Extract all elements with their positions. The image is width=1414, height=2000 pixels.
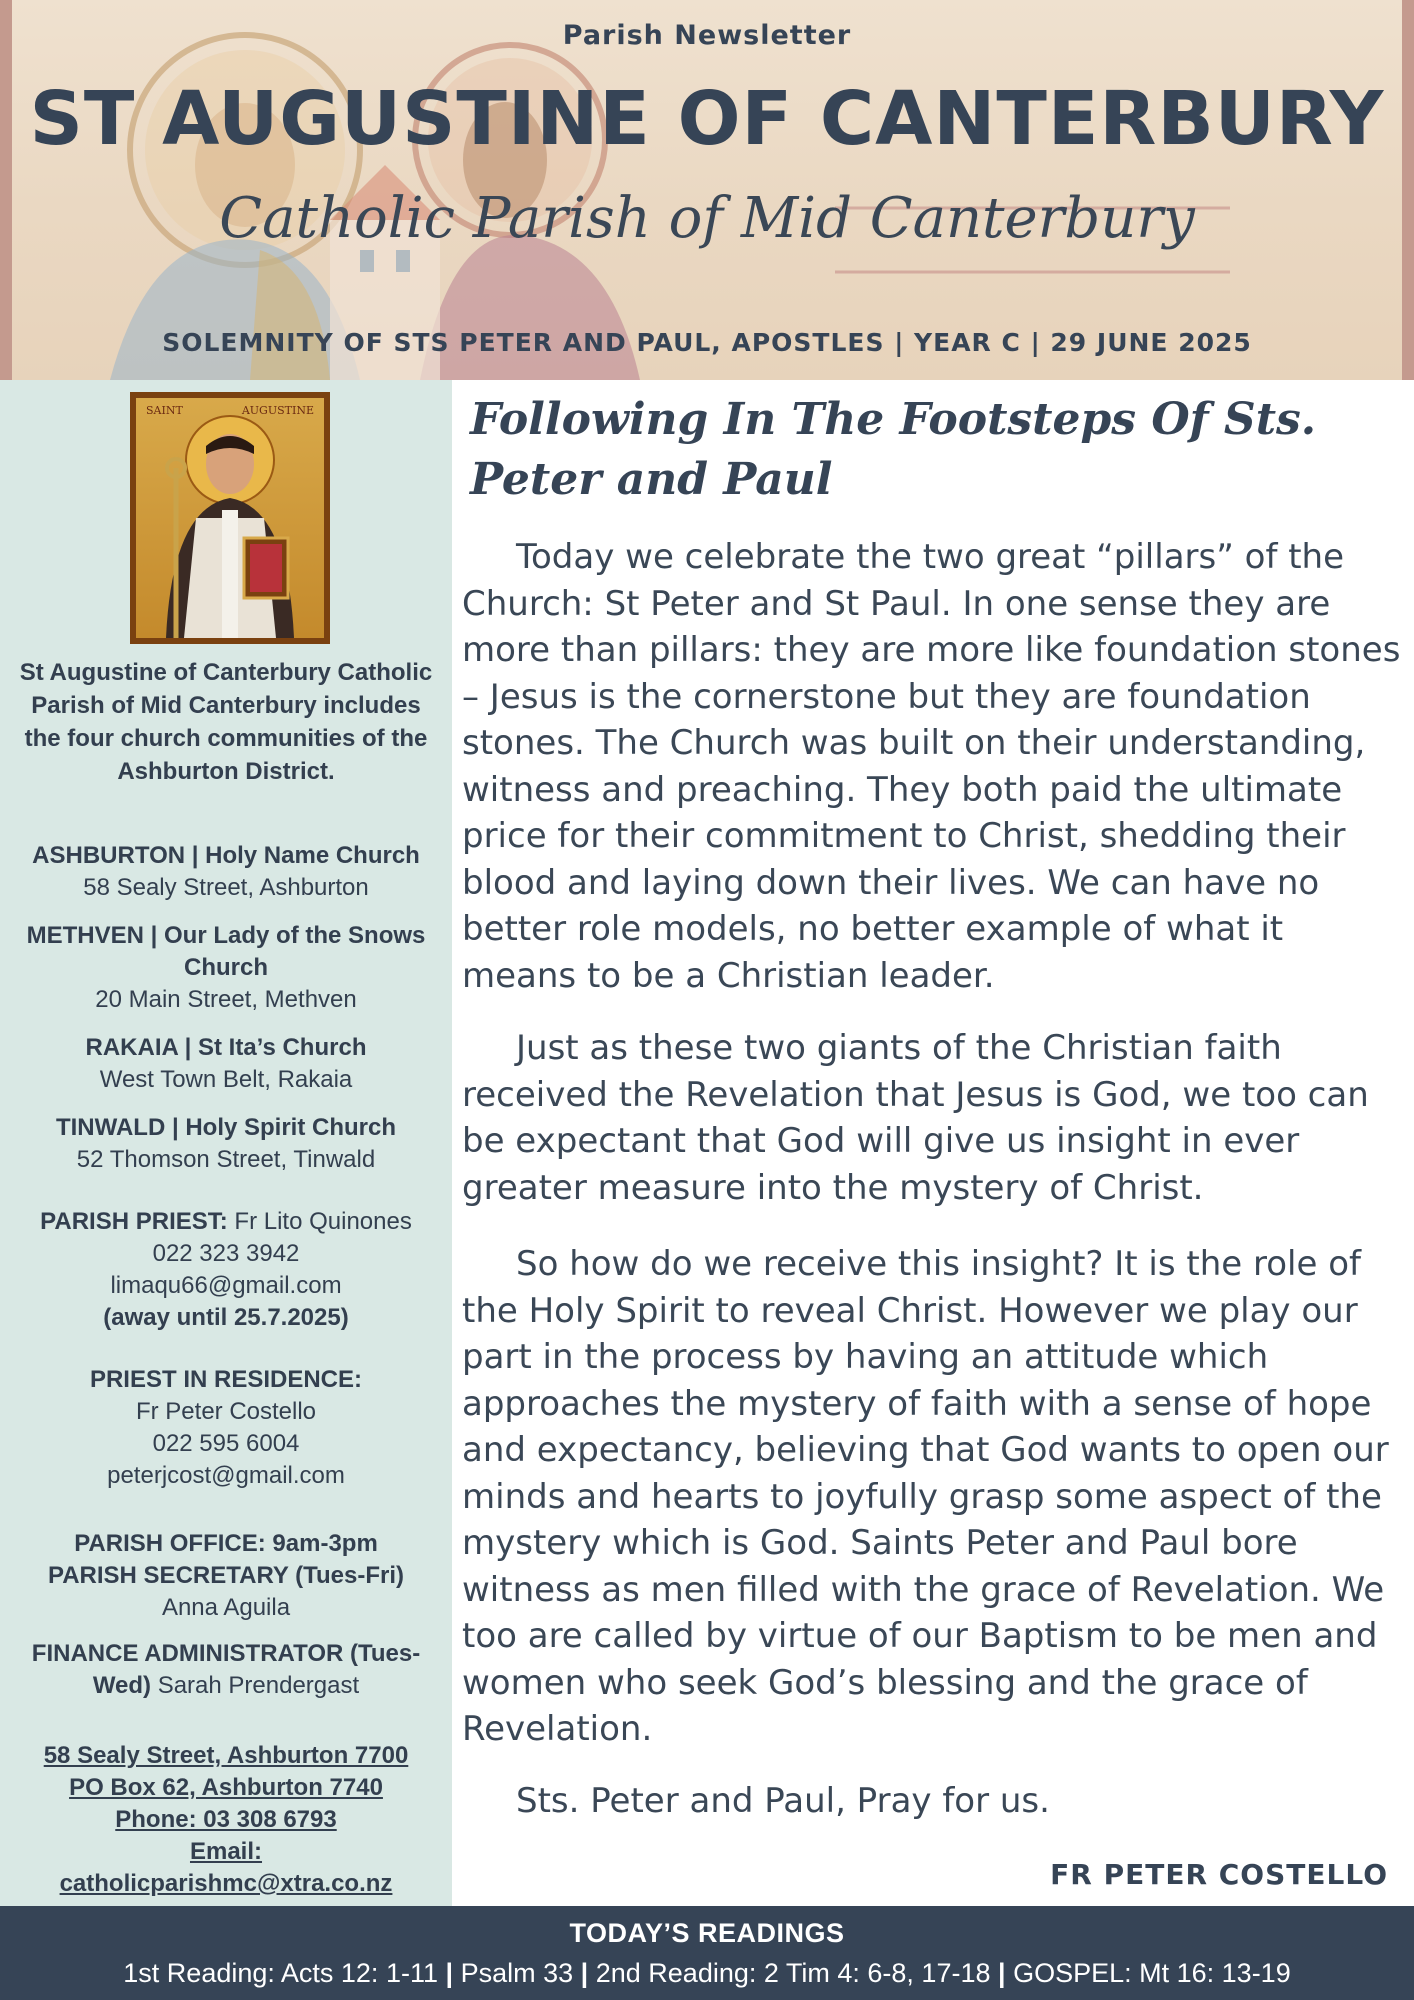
parish-priest-label: PARISH PRIEST: bbox=[40, 1208, 228, 1235]
article-paragraph: Just as these two giants of the Christian faith received the Revelation that Jesus is God, we too can be expectant that God will give us insight in ever greater measure into the mystery of Christ. bbox=[462, 1028, 1369, 1208]
residence-label: PRIEST IN RESIDENCE: bbox=[89, 1366, 363, 1393]
reading-item: 1st Reading: Acts 12: 1-11 bbox=[123, 1958, 438, 1988]
contact-po-box: PO Box 62, Ashburton 7740 bbox=[69, 1774, 383, 1801]
portrait-label-right: AUGUSTINE bbox=[241, 404, 314, 417]
parish-intro: St Augustine of Canterbury Catholic Parish of Mid Canterbury includes the four church communities of the Ashburton District. bbox=[19, 659, 433, 785]
finance-name: Sarah Prendergast bbox=[157, 1672, 360, 1699]
todays-readings-bar bbox=[0, 1906, 1414, 2000]
church-address: West Town Belt, Rakaia bbox=[99, 1066, 353, 1093]
contact-email-link[interactable]: catholicparishmc@xtra.co.nz bbox=[59, 1870, 393, 1897]
parish-office-block bbox=[6, 1528, 446, 1624]
article-column bbox=[452, 380, 1414, 1906]
article-signature: FR PETER COSTELLO bbox=[1050, 1858, 1388, 1891]
residence-phone: 022 595 6004 bbox=[152, 1430, 300, 1457]
reading-item: Psalm 33 bbox=[460, 1958, 574, 1988]
church-tinwald bbox=[6, 1112, 446, 1176]
secretary-name: Anna Aguila bbox=[161, 1594, 291, 1621]
reading-item: GOSPEL: Mt 16: 13-19 bbox=[1013, 1958, 1291, 1988]
saint-augustine-icon bbox=[130, 392, 330, 644]
church-name: RAKAIA | St Ita’s Church bbox=[85, 1034, 367, 1061]
parish-contact-block bbox=[6, 1740, 446, 1900]
parish-priest-note: (away until 25.7.2025) bbox=[103, 1304, 349, 1331]
secretary-label: PARISH SECRETARY (Tues-Fri) bbox=[47, 1562, 405, 1589]
saint-figure-icon bbox=[136, 398, 324, 638]
readings-list bbox=[0, 1958, 1414, 1989]
portrait-label-left: SAINT bbox=[146, 404, 183, 417]
article-paragraph: Today we celebrate the two great “pillars” of the Church: St Peter and St Paul. In one sense they are more than pillars: they are more like foundation stones – Jesus is the cornerstone but they are foundation stones. The Church was built on their understanding, witness and preaching. They both paid the ultimate price for their commitment to Christ, shedding their blood and laying down their lives. We can have no better role models, no better example of what it means to be a Christian leader. bbox=[462, 537, 1401, 996]
liturgical-dateline: SOLEMNITY OF STS PETER AND PAUL, APOSTLES | YEAR C | 29 JUNE 2025 bbox=[162, 328, 1252, 357]
church-address: 58 Sealy Street, Ashburton bbox=[83, 874, 369, 901]
contact-email-label: Email: bbox=[189, 1838, 263, 1865]
parish-info-sidebar bbox=[0, 380, 452, 1906]
parish-subtitle: Catholic Parish of Mid Canterbury bbox=[219, 186, 1195, 251]
contact-street: 58 Sealy Street, Ashburton 7700 bbox=[43, 1742, 409, 1769]
finance-block bbox=[16, 1638, 436, 1702]
parish-priest-phone: 022 323 3942 bbox=[152, 1240, 300, 1267]
residence-name: Fr Peter Costello bbox=[135, 1398, 317, 1425]
parish-title: ST AUGUSTINE OF CANTERBURY bbox=[29, 76, 1385, 162]
church-rakaia bbox=[6, 1032, 446, 1096]
church-name: METHVEN | Our Lady of the Snows Church bbox=[26, 922, 426, 981]
church-address: 20 Main Street, Methven bbox=[95, 986, 357, 1013]
reading-separator: | bbox=[998, 1958, 1006, 1988]
church-methven bbox=[6, 920, 446, 1016]
newsletter-kicker: Parish Newsletter bbox=[562, 20, 852, 51]
article-paragraph: So how do we receive this insight? It is the role of the Holy Spirit to reveal Christ. However we play our part in the process by having an attitude which approaches the mystery of faith with a sense of hope and expectancy, believing that God wants to open our minds and hearts to joyfully grasp some aspect of the mystery which is God. Saints Peter and Paul bore witness as men filled with the grace of Revelation. We too are called by virtue of our Baptism to be men and women who seek God’s blessing and the grace of Revelation. bbox=[462, 1244, 1389, 1749]
finance-label: FINANCE ADMINISTRATOR (Tues-Wed) bbox=[31, 1640, 421, 1699]
church-ashburton bbox=[6, 840, 446, 904]
reading-item: 2nd Reading: 2 Tim 4: 6-8, 17-18 bbox=[595, 1958, 991, 1988]
residence-email: peterjcost@gmail.com bbox=[107, 1462, 345, 1489]
article-closing-prayer: Sts. Peter and Paul, Pray for us. bbox=[516, 1781, 1050, 1821]
priest-in-residence-block bbox=[6, 1364, 446, 1492]
readings-title: TODAY’S READINGS bbox=[569, 1918, 845, 1948]
newsletter-header bbox=[0, 0, 1414, 380]
church-address: 52 Thomson Street, Tinwald bbox=[76, 1146, 376, 1173]
contact-phone[interactable]: Phone: 03 308 6793 bbox=[115, 1806, 337, 1833]
parish-priest-email: limaqu66@gmail.com bbox=[110, 1272, 342, 1299]
reading-separator: | bbox=[445, 1958, 454, 1988]
parish-priest-name: Fr Lito Quinones bbox=[234, 1208, 412, 1235]
article-title: Following In The Footsteps Of Sts. Peter and Paul bbox=[470, 394, 1317, 505]
reading-separator: | bbox=[580, 1958, 589, 1988]
church-name: TINWALD | Holy Spirit Church bbox=[55, 1114, 397, 1141]
office-hours: PARISH OFFICE: 9am-3pm bbox=[74, 1530, 378, 1557]
parish-priest-block bbox=[6, 1206, 446, 1334]
church-name: ASHBURTON | Holy Name Church bbox=[32, 842, 420, 869]
